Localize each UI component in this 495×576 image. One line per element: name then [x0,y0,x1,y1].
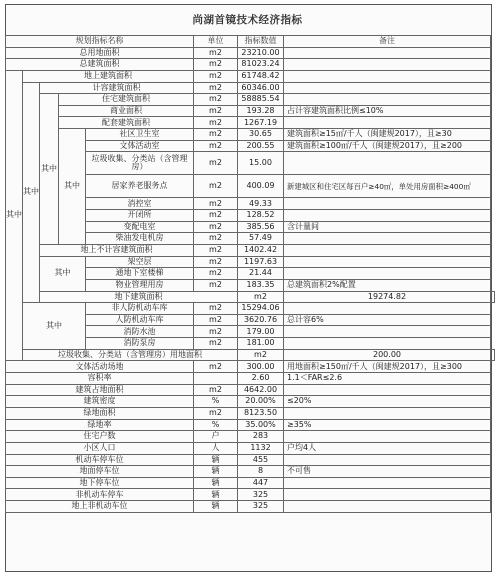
table-row [6,244,495,256]
row-note: 建筑面积≥100㎡/千人（闽建规2017），且≥200 [284,140,491,152]
row-note: 占计容建筑面积比例≤10% [284,105,491,117]
row-name: 居家养老服务点 [86,175,194,198]
row-unit: m2 [194,152,238,175]
row-unit: m2 [194,117,238,129]
row-note [284,338,491,350]
row-name: 消防泵房 [86,338,194,350]
indicators-table [5,35,495,513]
row-note [284,303,491,315]
table-row [6,349,495,361]
row-name: 物业管理用房 [86,279,194,291]
row-value: 49.33 [238,198,284,210]
row-value: 81023.24 [238,59,284,71]
row-note [284,256,491,268]
row-unit: m2 [194,279,238,291]
row-value: 15.00 [238,152,284,175]
row-name: 机动车停车位 [6,454,194,466]
row-unit: 户 [194,431,238,443]
header-unit: 单位 [194,36,238,48]
table-row [6,291,495,303]
row-unit: m2 [238,349,284,361]
row-value: 1402.42 [238,244,284,256]
group-label: 其中 [6,70,23,360]
row-unit: m2 [194,407,238,419]
row-value: 4642.00 [238,384,284,396]
row-value: 200.00 [284,349,491,361]
row-note: 1.1＜FAR≤2.6 [284,373,491,385]
row-value: 35.00% [238,419,284,431]
table-row [6,442,495,454]
row-note [284,477,491,489]
group-label: 其中 [23,303,86,350]
row-value: 455 [238,454,284,466]
header-name: 规划指标名称 [6,36,194,48]
row-unit: m2 [194,326,238,338]
row-name: 柴油发电机房 [86,233,194,245]
table-row [6,361,495,373]
row-value: 60346.00 [238,82,284,94]
row-unit: m2 [194,70,238,82]
row-name: 住宅建筑面积 [59,94,194,106]
table-row [6,489,495,501]
table-row [6,70,495,82]
row-name: 计容建筑面积 [40,82,194,94]
table-row [6,256,495,268]
row-name: 商业面积 [59,105,194,117]
row-name: 地上建筑面积 [23,70,194,82]
row-note: 户均4人 [284,442,491,454]
row-note: ≤20% [284,396,491,408]
table-row [6,454,495,466]
row-note: 不可售 [284,466,491,478]
row-name: 总建筑面积 [6,59,194,71]
table-row [6,466,495,478]
table-row [6,303,495,315]
row-note [284,47,491,59]
header-value: 指标数值 [238,36,284,48]
row-name: 消防水池 [86,326,194,338]
row-unit: m2 [194,175,238,198]
row-value: 300.00 [238,361,284,373]
row-name: 总用地面积 [6,47,194,59]
table-row [6,129,495,141]
row-unit: 辆 [194,466,238,478]
table-row [6,59,495,71]
table-row [6,384,495,396]
row-value: 19274.82 [284,291,491,303]
row-value: 21.44 [238,268,284,280]
row-unit: m2 [194,303,238,315]
row-name: 非机动车停车 [6,489,194,501]
row-note: 总建筑面积2%配置 [284,279,491,291]
row-name: 绿地面积 [6,407,194,419]
row-name: 人防机动车库 [86,314,194,326]
row-note [284,326,491,338]
row-unit: m2 [194,244,238,256]
row-value: 8 [238,466,284,478]
row-note [284,70,491,82]
row-name: 变配电室 [86,221,194,233]
row-note [284,489,491,501]
row-value: 57.49 [238,233,284,245]
row-name: 文体活动室 [86,140,194,152]
row-value: 325 [238,501,284,513]
row-name: 消控室 [86,198,194,210]
row-name: 绿地率 [6,419,194,431]
row-note: 建筑面积≥15㎡/千人（闽建规2017），且≥30 [284,129,491,141]
row-name: 地面停车位 [6,466,194,478]
header-row [6,36,495,48]
table-row [6,373,495,385]
row-name: 容积率 [6,373,194,385]
row-name: 地上不计容建筑面积 [40,244,194,256]
group-label: 其中 [40,94,59,245]
row-unit: m2 [194,59,238,71]
row-unit: 人 [194,442,238,454]
row-unit: m2 [194,105,238,117]
row-note [284,244,491,256]
row-unit: m2 [194,384,238,396]
row-value: 447 [238,477,284,489]
row-unit: m2 [194,140,238,152]
row-value: 1267.19 [238,117,284,129]
table-row [6,407,495,419]
table-row [6,396,495,408]
row-value: 1132 [238,442,284,454]
row-unit: m2 [194,361,238,373]
row-name: 地下建筑面积 [40,291,238,303]
row-note [284,431,491,443]
row-note [491,291,495,303]
group-label: 其中 [23,82,40,303]
row-value: 23210.00 [238,47,284,59]
row-value: 283 [238,431,284,443]
row-note [284,501,491,513]
row-value: 8123.50 [238,407,284,419]
row-name: 垃圾收集、分类站（含管理房）用地面积 [23,349,238,361]
row-note: ≥35% [284,419,491,431]
row-name: 开闭所 [86,210,194,222]
row-name: 非人防机动车库 [86,303,194,315]
table-row [6,82,495,94]
row-note [284,454,491,466]
row-name: 小区人口 [6,442,194,454]
header-note: 备注 [284,36,491,48]
row-value: 1197.63 [238,256,284,268]
row-note [284,268,491,280]
row-note [284,59,491,71]
row-note [284,117,491,129]
row-value: 181.00 [238,338,284,350]
row-unit: m2 [194,47,238,59]
row-name: 建筑占地面积 [6,384,194,396]
row-unit: % [194,419,238,431]
table-row [6,94,495,106]
row-unit: m2 [238,291,284,303]
row-unit: m2 [194,314,238,326]
row-unit: 辆 [194,454,238,466]
row-unit: m2 [194,94,238,106]
row-value: 2.60 [238,373,284,385]
table-row [6,477,495,489]
row-note [284,407,491,419]
row-value: 58885.54 [238,94,284,106]
group-label: 其中 [40,256,86,291]
row-note [284,94,491,106]
row-value: 15294.06 [238,303,284,315]
row-value: 193.28 [238,105,284,117]
row-note: 总计容6% [284,314,491,326]
row-name: 文体活动场地 [6,361,194,373]
row-unit: m2 [194,268,238,280]
row-unit: m2 [194,198,238,210]
row-unit: 辆 [194,501,238,513]
row-name: 配套建筑面积 [59,117,194,129]
table-title: 尚湖首镜技术经济指标 [192,14,303,26]
row-value: 3620.76 [238,314,284,326]
row-name: 社区卫生室 [86,129,194,141]
row-unit: m2 [194,129,238,141]
row-name: 架空层 [86,256,194,268]
row-unit: m2 [194,256,238,268]
row-name: 地下停车位 [6,477,194,489]
row-note: 用地面积≥150㎡/千人（闽建规2017），且≥300 [284,361,491,373]
row-name: 地上非机动车位 [6,501,194,513]
row-note [491,349,495,361]
row-note [284,384,491,396]
row-note [284,82,491,94]
row-unit: m2 [194,338,238,350]
row-unit [194,373,238,385]
row-unit: m2 [194,233,238,245]
row-note [284,233,491,245]
row-note [284,198,491,210]
table-row [6,431,495,443]
row-value: 325 [238,489,284,501]
row-value: 20.00% [238,396,284,408]
row-value: 30.65 [238,129,284,141]
group-label: 其中 [59,129,86,245]
row-note [284,210,491,222]
row-value: 400.09 [238,175,284,198]
row-value: 183.35 [238,279,284,291]
row-unit: m2 [194,210,238,222]
row-name: 建筑密度 [6,396,194,408]
row-note: 新建城区和住宅区每百户≥40㎡，单处用房面积≥400㎡ [284,175,491,198]
table-row [6,501,495,513]
row-note [284,152,491,175]
row-value: 385.56 [238,221,284,233]
table-row [6,117,495,129]
row-name: 通地下室楼梯 [86,268,194,280]
table-row [6,105,495,117]
row-unit: m2 [194,221,238,233]
row-value: 128.52 [238,210,284,222]
row-name: 住宅户数 [6,431,194,443]
row-unit: 辆 [194,489,238,501]
row-unit: 辆 [194,477,238,489]
row-value: 179.00 [238,326,284,338]
row-value: 61748.42 [238,70,284,82]
row-unit: % [194,396,238,408]
table-row [6,419,495,431]
row-value: 200.55 [238,140,284,152]
row-name: 垃圾收集、分类站（含管理房） [86,152,194,175]
row-note: 含计量间 [284,221,491,233]
table-row [6,47,495,59]
row-unit: m2 [194,82,238,94]
